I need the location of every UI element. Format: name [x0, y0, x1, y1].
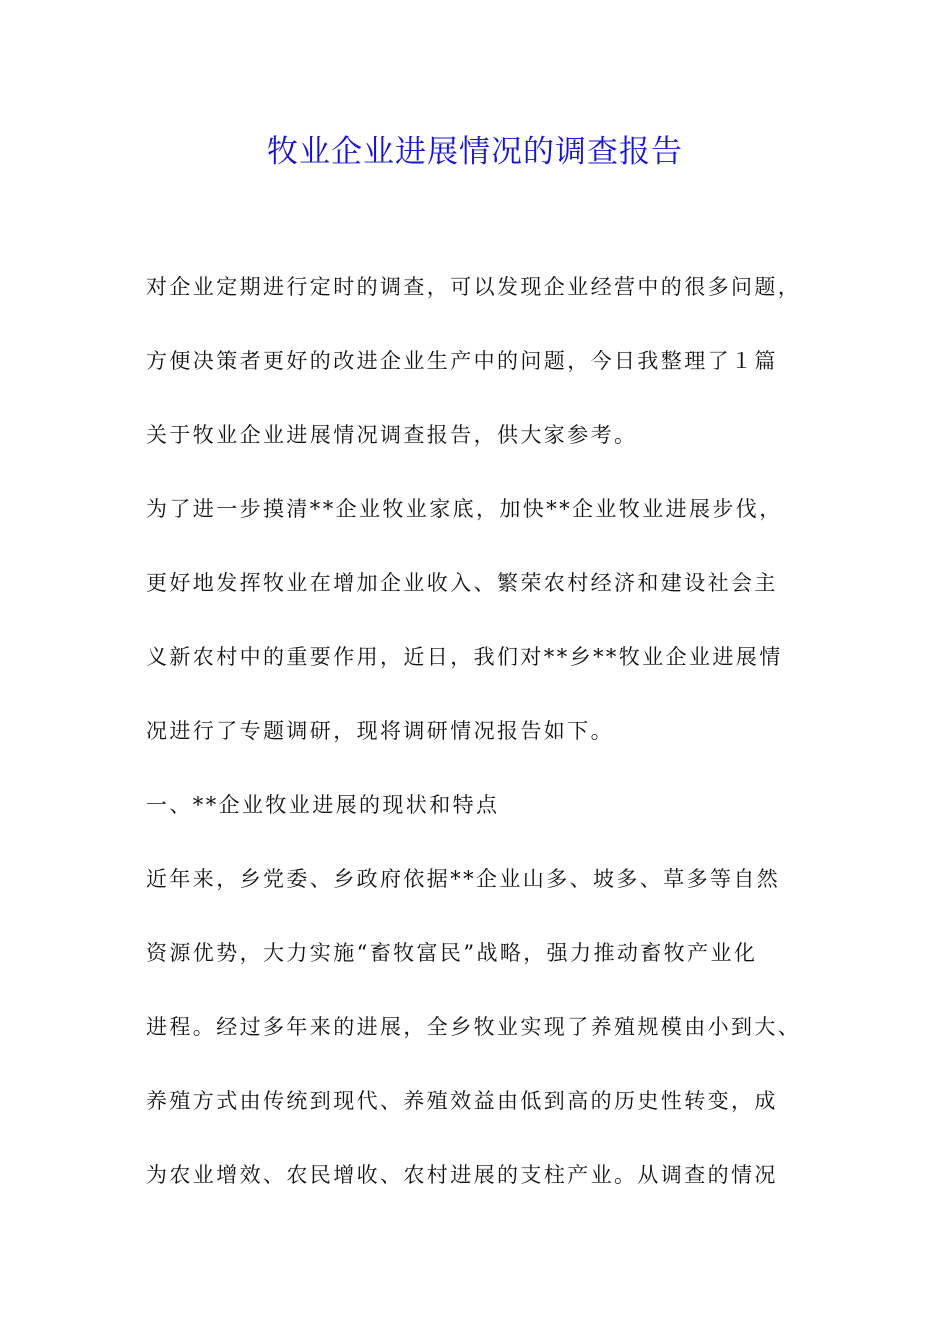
body-line-3: 关于牧业企业进展情况调查报告，供大家参考。	[146, 423, 638, 447]
body-line-12: 养殖方式由传统到现代、养殖效益由低到高的历史性转变，成	[146, 1089, 778, 1113]
body-line-1: 对企业定期进行定时的调查，可以发现企业经营中的很多问题，	[146, 275, 802, 299]
body-line-6: 义新农村中的重要作用，近日，我们对**乡**牧业企业进展情	[146, 645, 783, 669]
body-line-11: 进程。经过多年来的进展，全乡牧业实现了养殖规模由小到大、	[146, 1015, 802, 1039]
body-line-4: 为了进一步摸清**企业牧业家底，加快**企业牧业进展步伐，	[146, 497, 783, 521]
body-line-7: 况进行了专题调研，现将调研情况报告如下。	[146, 719, 614, 743]
body-line-13: 为农业增效、农民增收、农村进展的支柱产业。从调查的情况	[146, 1163, 778, 1187]
body-line-10: 资源优势，大力实施“畜牧富民”战略，强力推动畜牧产业化	[146, 941, 758, 965]
document-title: 牧业企业进展情况的调查报告	[267, 134, 683, 170]
document-body	[146, 258, 826, 1220]
body-line-5: 更好地发挥牧业在增加企业收入、繁荣农村经济和建设社会主	[146, 571, 778, 595]
body-line-2: 方便决策者更好的改进企业生产中的问题，今日我整理了１篇	[146, 349, 778, 373]
section-heading-1: 一、**企业牧业进展的现状和特点	[146, 793, 500, 817]
body-line-9: 近年来，乡党委、乡政府依据**企业山多、坡多、草多等自然	[146, 867, 781, 891]
